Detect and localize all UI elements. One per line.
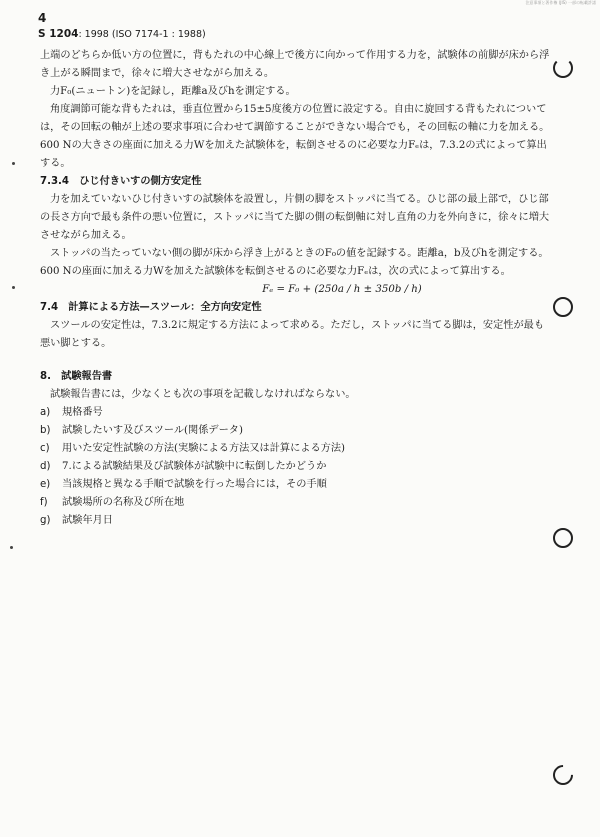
paragraph: ストッパの当たっていない側の脚が床から浮き上がるときのF₀の値を記録する。距離a，b及びhを測定する。600 Nの座面に加える力Wを加えた試験体を転倒させるのに必要な力Fₑは，次の式によって算出する。 (40, 248, 549, 277)
scan-speck (12, 286, 15, 289)
list-item (40, 476, 554, 494)
list-label: g) (40, 515, 51, 526)
standard-code: S 1204 (38, 28, 79, 40)
scan-speck (12, 162, 15, 165)
list-item (40, 404, 554, 422)
corner-stamp: 注意事項と著作権 (JIS) 一部の転載許諾 (525, 0, 596, 5)
list-item (40, 512, 554, 530)
list-label: d) (40, 461, 51, 472)
section-8-text (40, 368, 554, 530)
paragraph: スツールの安定性は，7.3.2に規定する方法によって求める。ただし，ストッパに当てる脚は，安定性が最も悪い脚とする。 (40, 320, 545, 349)
binder-hole-icon (549, 761, 577, 789)
standard-header (38, 28, 206, 40)
list-item (40, 458, 554, 476)
list-item (40, 440, 554, 458)
page-number: 4 (38, 11, 47, 25)
formula: Fₑ = F₀ + (250a / h ± 350b / h) (262, 284, 422, 295)
list-label: a) (40, 407, 51, 418)
list-label: c) (40, 443, 50, 454)
paragraph: 試験報告書には，少なくとも次の事項を記載しなければならない。 (50, 389, 356, 400)
paragraph: 上端のどちらか低い方の位置に，背もたれの中心線上で後方に向かって作用する力を，試験体の前脚が床から浮き上がる瞬間まで，徐々に増大させながら加える。 (40, 50, 550, 79)
standard-year: : 1998 (78, 29, 109, 40)
list-text: 試験したいす及びスツール(関係データ) (62, 425, 243, 436)
scan-speck (10, 546, 13, 549)
list-item (40, 422, 554, 440)
paragraph: 力を加えていないひじ付きいすの試験体を設置し，片側の脚をストッパに当てる。ひじ部の最上部で，ひじ部の長さ方向で最も条件の悪い位置に，ストッパに当てた脚の側の転倒軸に対し直角の力を外向きに，徐々に増大させながら加える。 (40, 194, 550, 241)
iso-reference: (ISO 7174-1 : 1988) (111, 29, 206, 40)
list-label: f) (40, 497, 48, 508)
paragraph: 角度調節可能な背もたれは，垂直位置から15±5度後方の位置に設定する。自由に旋回する背もたれについては，その回転の軸が上述の要求事項に合わせて調節することができない場合でも，その回転の軸に力を加える。600 Nの大きさの座面に加える力Wを加えた試験体を，転倒させるのに必要な力Fₑは，7.3.2の式によって算出する。 (40, 104, 550, 169)
paragraph: 力F₀(ニュートン)を記録し，距離a及びhを測定する。 (50, 86, 296, 97)
list-text: 試験年月日 (62, 515, 113, 526)
list-text: 規格番号 (62, 407, 103, 418)
list-text: 用いた安定性試験の方法(実験による方法又は計算による方法) (62, 443, 346, 454)
list-text: 7.による試験結果及び試験体が試験中に転倒したかどうか (62, 461, 327, 472)
list-label: b) (40, 425, 51, 436)
section-7-text (40, 47, 554, 353)
binder-hole-icon (553, 528, 573, 548)
heading-7-4: 7.4 計算による方法—スツール：全方向安定性 (40, 302, 262, 313)
list-item (40, 494, 554, 512)
binder-hole-icon (553, 297, 573, 317)
list-label: e) (40, 479, 51, 490)
binder-hole-icon (553, 58, 573, 78)
heading-7-3-4: 7.3.4 ひじ付きいすの側方安定性 (40, 176, 202, 187)
list-text: 当該規格と異なる手順で試験を行った場合には，その手順 (62, 479, 327, 490)
list-text: 試験場所の名称及び所在地 (62, 497, 185, 508)
heading-8: 8. 試験報告書 (40, 371, 113, 382)
